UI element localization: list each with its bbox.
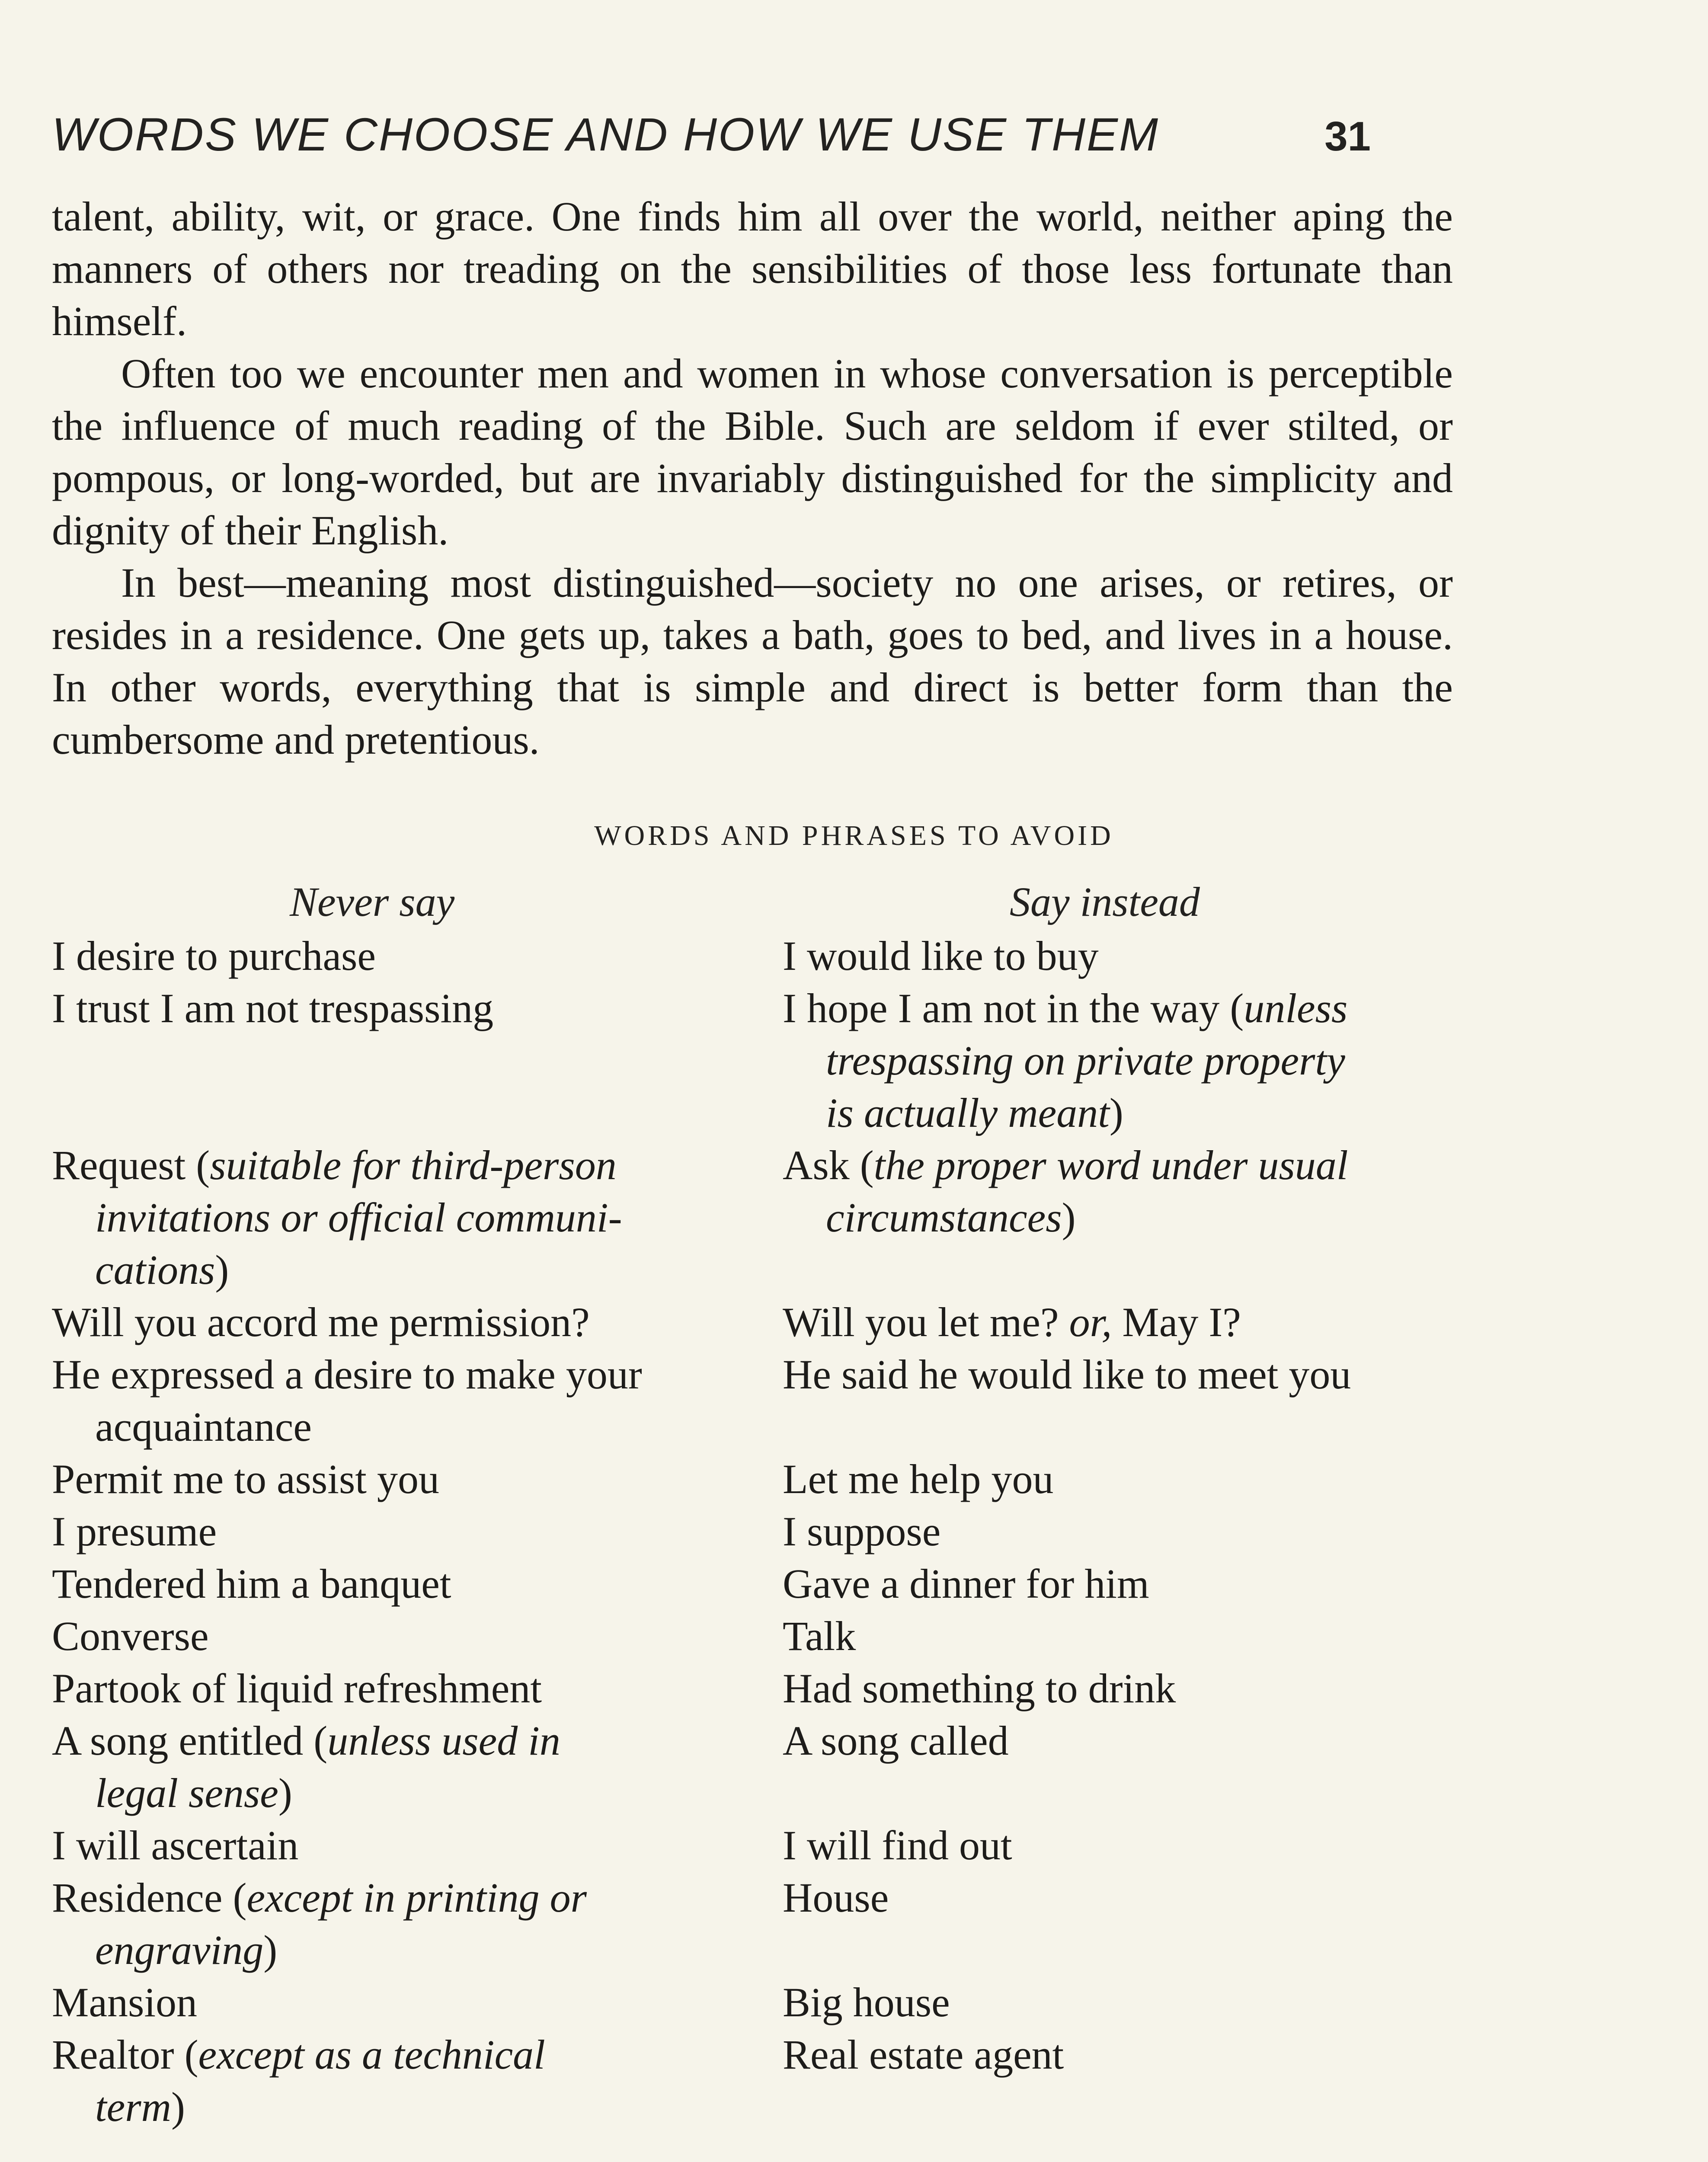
entry-line: A song entitled (unless used in [52, 1717, 560, 1764]
entry-line: Big house [783, 1979, 950, 2025]
never-say-entry [52, 1976, 752, 2028]
never-say-entry [52, 930, 752, 982]
paragraph-best-society: In best—meaning most distinguished—society no one arises, or retires, or resides in a residence. One gets up, takes a bath, goes to bed, and lives in a house. In other words, everything that is simple and direct is better form than the cumbersome and pretentious. [52, 560, 1453, 763]
say-instead-entry [783, 1139, 1457, 1244]
entry-line: I presume [52, 1508, 217, 1554]
entry-line: He expressed a desire to make your [52, 1351, 642, 1398]
entry-line: I hope I am not in the way (unless [783, 985, 1348, 1031]
never-say-entry [52, 1871, 752, 1976]
entry-line: Will you accord me permission? [52, 1299, 590, 1345]
say-instead-entry [783, 1662, 1457, 1714]
never-say-entry [52, 1505, 752, 1558]
column-heading-say-instead: Say instead [1010, 879, 1200, 925]
paragraph-bible: Often too we encounter men and women in whose conversation is perceptible the influence of much reading of the Bible. Such are seldom if ever stilted, or pompous, or long-worded, but are invariably distinguished for the simplicity and dignity of their English. [52, 350, 1453, 553]
entry-line: House [783, 1874, 889, 1921]
entry-line: engraving) [95, 1927, 278, 1973]
entry-line: I suppose [783, 1508, 941, 1554]
entry-line: Mansion [52, 1979, 197, 2025]
entry-line: Residence (except in printing or [52, 1874, 587, 1921]
entry-line: term) [95, 2084, 185, 2130]
entry-line: Real estate agent [783, 2031, 1064, 2078]
never-say-entry [52, 982, 752, 1034]
entry-line: acquaintance [95, 1404, 312, 1450]
entry-line: Realtor (except as a technical [52, 2031, 545, 2078]
never-say-entry [52, 1348, 752, 1453]
never-say-entry [52, 1662, 752, 1714]
say-instead-entry [783, 1558, 1457, 1610]
say-instead-entry [783, 1819, 1457, 1871]
say-instead-entry [783, 930, 1457, 982]
body-text [52, 190, 1453, 766]
entry-line: is actually meant) [826, 1090, 1123, 1136]
never-say-entry [52, 1558, 752, 1610]
never-say-entry [52, 1139, 752, 1296]
entry-line: Tendered him a banquet [52, 1561, 451, 1607]
entry-line: Let me help you [783, 1456, 1054, 1502]
say-instead-entry [783, 1505, 1457, 1558]
never-say-entry [52, 1714, 752, 1819]
say-instead-entry [783, 1976, 1457, 2028]
entry-line: Will you let me? or, May I? [783, 1299, 1241, 1345]
entry-line: I would like to buy [783, 933, 1099, 979]
entry-line: Permit me to assist you [52, 1456, 439, 1502]
entry-line: A song called [783, 1717, 1009, 1764]
say-instead-entry [783, 1453, 1457, 1505]
say-instead-entry [783, 1610, 1457, 1662]
say-instead-entry [783, 1296, 1457, 1348]
never-say-entry [52, 1453, 752, 1505]
entry-line: invitations or official communi- [95, 1194, 622, 1241]
section-heading-avoid: WORDS AND PHRASES TO AVOID [594, 820, 1114, 851]
never-say-entry [52, 1819, 752, 1871]
entry-line: Request (suitable for third-person [52, 1142, 617, 1188]
entry-line: Talk [783, 1613, 856, 1659]
entry-line: I will find out [783, 1822, 1012, 1868]
entry-line: Partook of liquid refreshment [52, 1665, 542, 1711]
entry-line: circumstances) [826, 1194, 1076, 1241]
entry-line: cations) [95, 1247, 229, 1293]
entry-line: Had something to drink [783, 1665, 1176, 1711]
entry-line: legal sense) [95, 1770, 292, 1816]
entry-line: Ask (the proper word under usual [783, 1142, 1348, 1188]
say-instead-entry [783, 1871, 1457, 1924]
never-say-entry [52, 2028, 752, 2133]
running-title: WORDS WE CHOOSE AND HOW WE USE THEM [52, 108, 1159, 160]
say-instead-entry [783, 2028, 1457, 2081]
say-instead-entry [783, 982, 1457, 1139]
entry-line: trespassing on private property [826, 1037, 1345, 1084]
column-heading-never-say: Never say [290, 879, 455, 925]
page-header [52, 107, 1371, 161]
entry-line: Converse [52, 1613, 209, 1659]
never-say-entry [52, 1610, 752, 1662]
say-instead-entry [783, 1714, 1457, 1767]
entry-line: I desire to purchase [52, 933, 376, 979]
entry-line: He said he would like to meet you [783, 1351, 1351, 1398]
entry-line: I trust I am not trespassing [52, 985, 494, 1031]
paragraph-continued: talent, ability, wit, or grace. One finds him all over the world, neither aping the manners of others nor treading on the sensibilities of those less fortunate than himself. [52, 193, 1453, 344]
page-number: 31 [1324, 113, 1371, 160]
say-instead-entry [783, 1348, 1457, 1401]
entry-line: I will ascertain [52, 1822, 299, 1868]
entry-line: Gave a dinner for him [783, 1561, 1149, 1607]
never-say-entry [52, 1296, 752, 1348]
